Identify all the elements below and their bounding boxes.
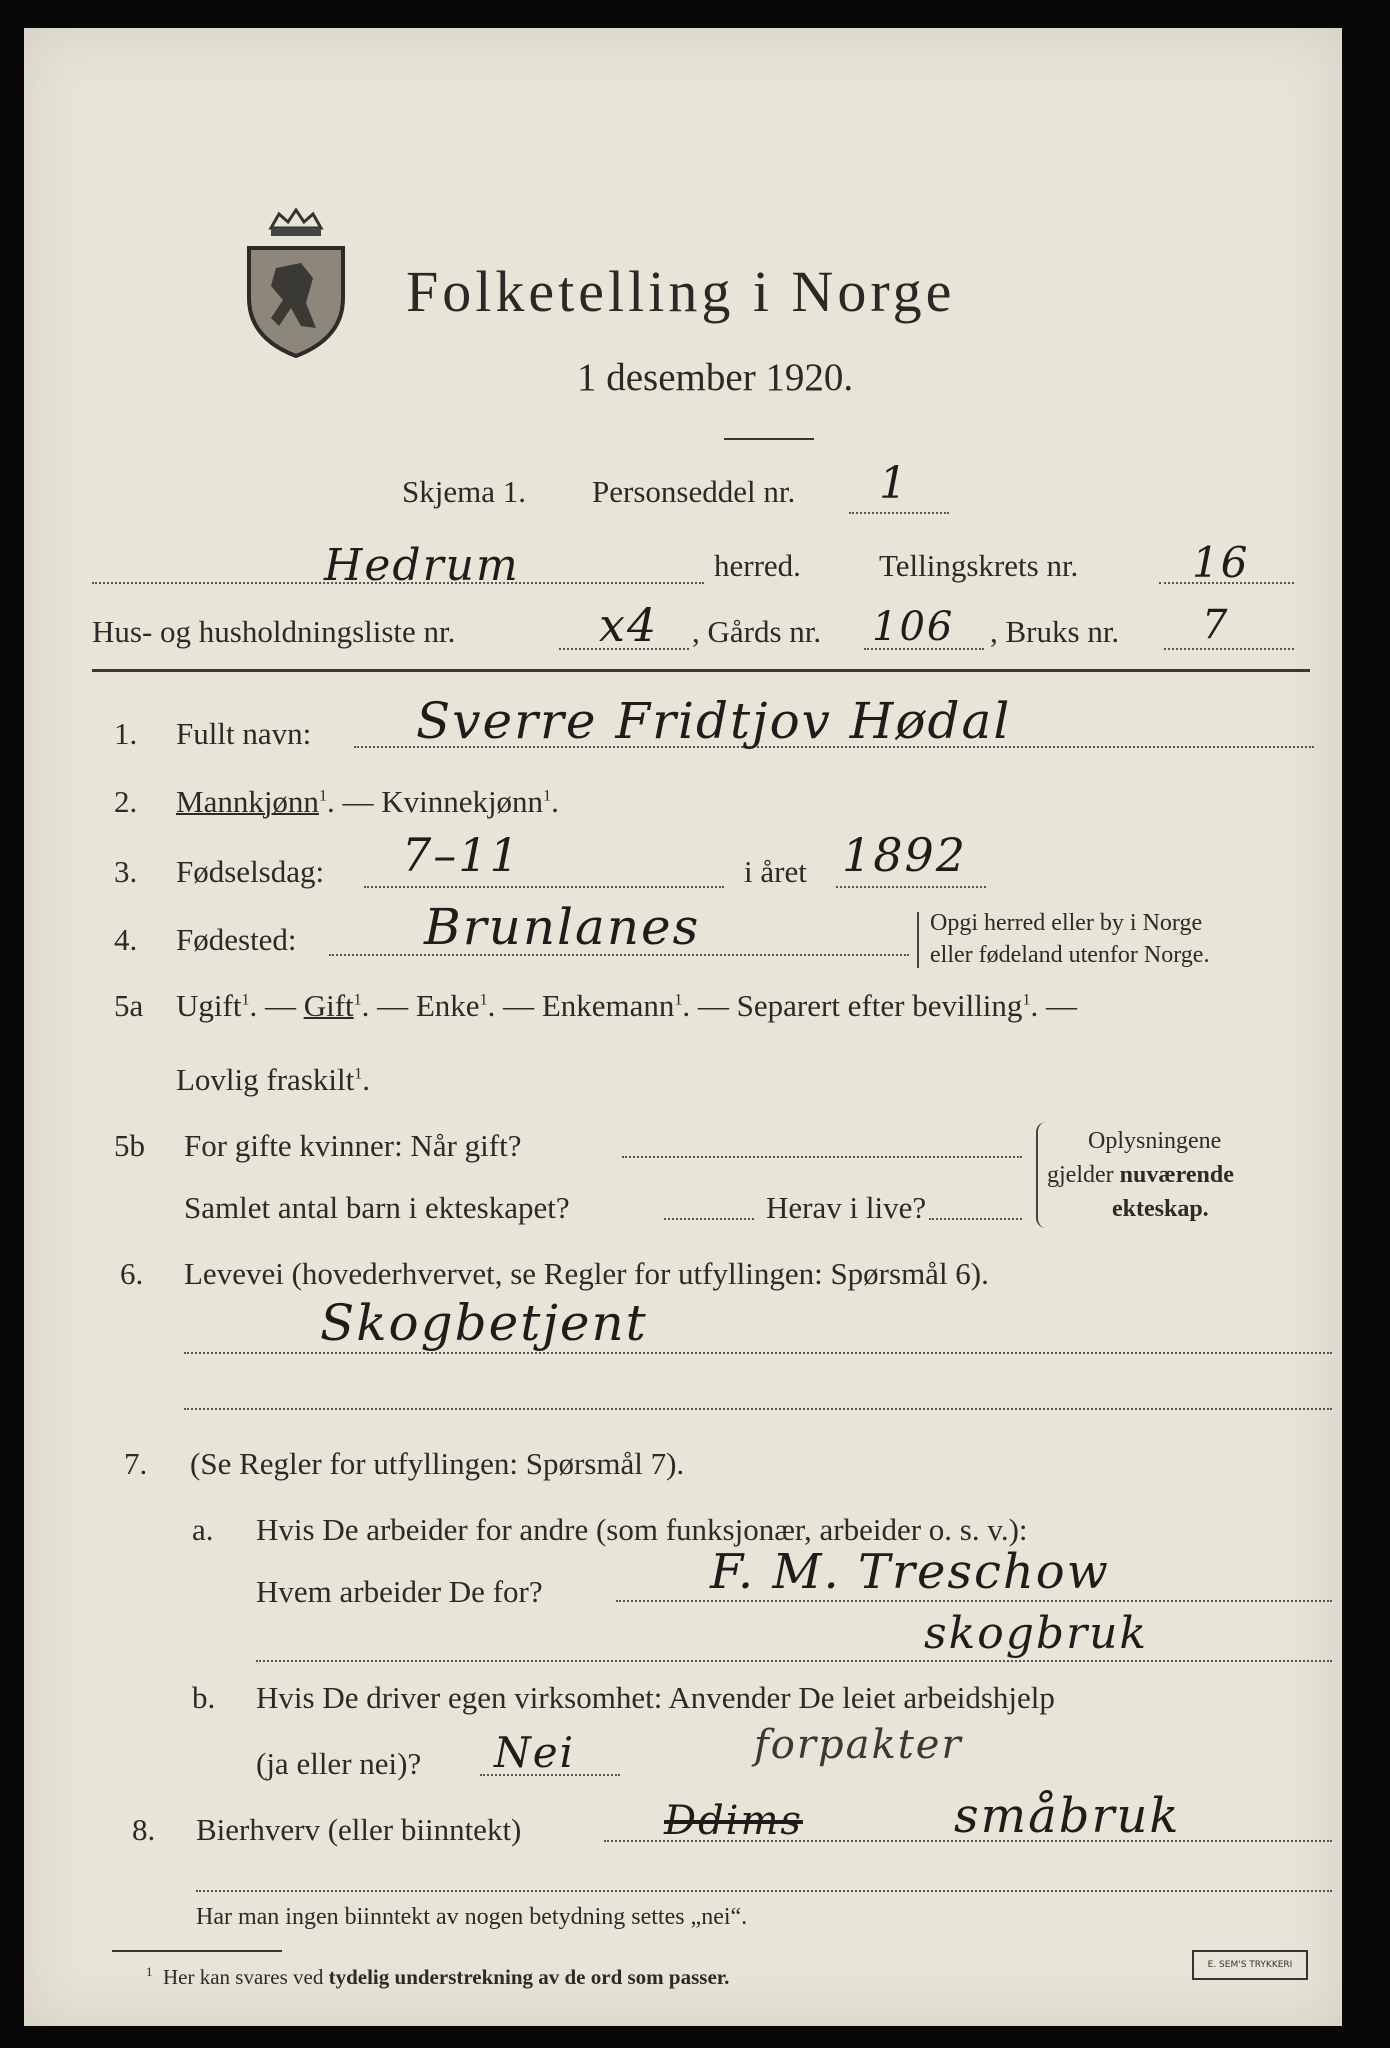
q5b-label3: Herav i live? — [766, 1190, 927, 1225]
q4-note-line1: Opgi herred eller by i Norge — [930, 910, 1203, 936]
q3-number: 3. — [114, 854, 138, 889]
hus-value: x4 — [599, 598, 659, 652]
q1-full-name-value: Sverre Fridtjov Hødal — [416, 692, 1012, 750]
q8-value-above: forpakter — [754, 1722, 963, 1768]
q5a-fraskilt: Lovlig fraskilt$^1$. — [176, 1062, 370, 1097]
coat-of-arms-icon — [241, 208, 351, 358]
hus-label: Hus- og husholdningsliste nr. — [92, 614, 456, 649]
form-title: Folketelling i Norge — [406, 259, 956, 324]
q4-number: 4. — [114, 922, 138, 957]
q7b-question: (ja eller nei)? — [256, 1746, 422, 1781]
gards-label: , Gårds nr. — [692, 614, 822, 649]
q7-label: (Se Regler for utfyllingen: Spørsmål 7). — [190, 1446, 685, 1481]
q5b-number: 5b — [114, 1128, 145, 1163]
q8-side-income-value: småbruk — [954, 1788, 1181, 1844]
q5a-marital-options: Ugift$^1$. — Gift$^1$. — Enke$^1$. — Enkemann$^1$. — Separert efter bevilling$^1$. — — [176, 988, 1077, 1023]
personseddel-label: Personseddel nr. — [592, 474, 796, 509]
q7-number: 7. — [124, 1446, 148, 1481]
q1-number: 1. — [114, 716, 138, 751]
census-form-sheet — [24, 28, 1342, 2026]
q7a-question: Hvem arbeider De for? — [256, 1574, 543, 1609]
header-divider — [92, 669, 1310, 672]
q7a-text: Hvis De arbeider for andre (som funksjonær, arbeider o. s. v.): — [256, 1512, 1028, 1547]
q6-label: Levevei (hovederhvervet, se Regler for utfyllingen: Spørsmål 6). — [184, 1256, 989, 1291]
q1-label: Fullt navn: — [176, 716, 312, 751]
q5a-number: 5a — [114, 988, 144, 1023]
q2-kvinne-option: Kvinnekjønn — [381, 784, 544, 819]
herred-label: herred. — [714, 548, 801, 583]
q5b-note2: gjelder nuværende — [1047, 1162, 1234, 1188]
q7b-value: Nei — [494, 1728, 576, 1777]
q5b-note1: Oplysningene — [1088, 1128, 1222, 1154]
q6-occupation-value: Skogbetjent — [320, 1294, 648, 1352]
q7b-letter: b. — [192, 1680, 216, 1715]
herred-value: Hedrum — [324, 540, 520, 591]
skjema-label: Skjema 1. — [402, 474, 526, 509]
q2-mann-option: Mannkjønn — [176, 784, 319, 819]
q8-label: Bierhverv (eller biinntekt) — [196, 1812, 522, 1847]
q5b-label2: Samlet antal barn i ekteskapet? — [184, 1190, 570, 1225]
q3-year-label: i året — [744, 854, 807, 889]
bruks-label: , Bruks nr. — [990, 614, 1120, 649]
q4-note-line2: eller fødeland utenfor Norge. — [930, 942, 1210, 968]
personseddel-value: 1 — [879, 458, 909, 509]
q3-birthday-value: 7–11 — [402, 828, 521, 882]
q5b-label1: For gifte kvinner: Når gift? — [184, 1128, 522, 1163]
q4-birthplace-value: Brunlanes — [424, 898, 701, 956]
footer-note: Har man ingen biinntekt av nogen betydning settes „nei“. — [196, 1904, 748, 1930]
gards-value: 106 — [872, 604, 955, 650]
q8-number: 8. — [132, 1812, 156, 1847]
title-divider — [724, 438, 814, 440]
q2-number: 2. — [114, 784, 138, 819]
q8-struck-value: Ddims — [664, 1798, 803, 1844]
form-date: 1 desember 1920. — [577, 356, 854, 399]
q3-label: Fødselsdag: — [176, 854, 325, 889]
tellingskrets-label: Tellingskrets nr. — [879, 548, 1079, 583]
tellingskrets-value: 16 — [1192, 538, 1250, 587]
q2-gender-options: Mannkjønn$^1$. — Kvinnekjønn$^1$. — [176, 784, 559, 819]
q7a-employer-value: F. M. Treschow — [710, 1544, 1110, 1600]
footnote: $^1$ Her kan svares ved tydelig understrekning av de ord som passer. — [146, 1964, 730, 1989]
q7a-letter: a. — [192, 1512, 214, 1547]
q6-number: 6. — [120, 1256, 144, 1291]
q4-label: Fødested: — [176, 922, 297, 957]
q5b-note3: ekteskap. — [1112, 1196, 1209, 1222]
bruks-value: 7 — [1202, 602, 1230, 648]
q3-year-value: 1892 — [842, 828, 968, 882]
q7a-employer-extra: skogbruk — [924, 1608, 1149, 1659]
q7b-text: Hvis De driver egen virksomhet: Anvender De leiet arbeidshjelp — [256, 1680, 1055, 1715]
q5a-gift-option: Gift — [303, 988, 354, 1023]
printer-stamp: E. SEM'S TRYKKERI — [1192, 1950, 1308, 1980]
